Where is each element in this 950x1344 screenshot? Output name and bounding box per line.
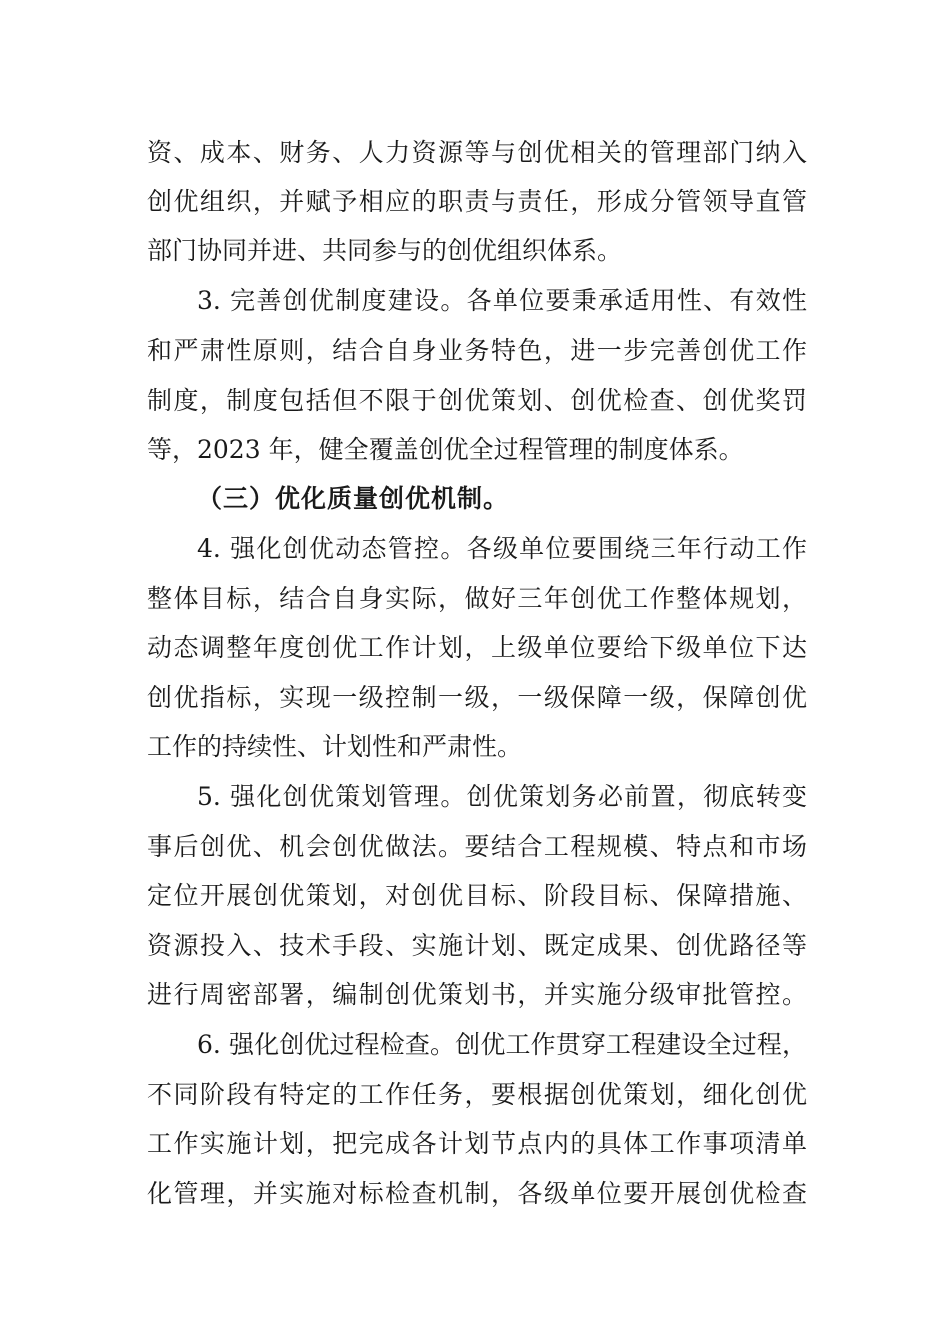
body-text-line: 资源投入、技术手段、实施计划、既定成果、创优路径等 [147, 931, 807, 960]
section-heading: （三）优化质量创优机制。 [197, 484, 510, 513]
body-text-line: 等，2023 年，健全覆盖创优全过程管理的制度体系。 [147, 435, 744, 464]
body-text-line: 创优指标，实现一级控制一级，一级保障一级，保障创优 [147, 683, 807, 712]
paragraph-start-line: 6. 强化创优过程检查。创优工作贯穿工程建设全过程， [197, 1030, 807, 1059]
body-text-line: 进行周密部署，编制创优策划书，并实施分级审批管控。 [147, 980, 807, 1009]
body-text-line: 和严肃性原则，结合自身业务特色，进一步完善创优工作 [147, 336, 807, 365]
body-text-line: 不同阶段有特定的工作任务，要根据创优策划，细化创优 [147, 1080, 807, 1109]
body-text-line: 整体目标，结合自身实际，做好三年创优工作整体规划， [147, 584, 807, 613]
body-text-line: 工作的持续性、计划性和严肃性。 [147, 732, 523, 761]
body-text-line: 动态调整年度创优工作计划，上级单位要给下级单位下达 [147, 633, 807, 662]
body-text-line: 定位开展创优策划，对创优目标、阶段目标、保障措施、 [147, 881, 807, 910]
paragraph-start-line: 4. 强化创优动态管控。各级单位要围绕三年行动工作 [197, 534, 807, 563]
paragraph-start-line: 5. 强化创优策划管理。创优策划务必前置，彻底转变 [197, 782, 807, 811]
paragraph-start-line: 3. 完善创优制度建设。各单位要秉承适用性、有效性 [197, 286, 807, 315]
body-text-line: 制度，制度包括但不限于创优策划、创优检查、创优奖罚 [147, 386, 807, 415]
body-text-line: 事后创优、机会创优做法。要结合工程规模、特点和市场 [147, 832, 807, 861]
body-text-line: 资、成本、财务、人力资源等与创优相关的管理部门纳入 [147, 138, 807, 167]
body-text-line: 创优组织，并赋予相应的职责与责任，形成分管领导直管 [147, 187, 807, 216]
body-text-line: 部门协同并进、共同参与的创优组织体系。 [147, 236, 623, 265]
body-text-line: 化管理，并实施对标检查机制，各级单位要开展创优检查 [147, 1179, 807, 1208]
body-text-line: 工作实施计划，把完成各计划节点内的具体工作事项清单 [147, 1129, 807, 1158]
